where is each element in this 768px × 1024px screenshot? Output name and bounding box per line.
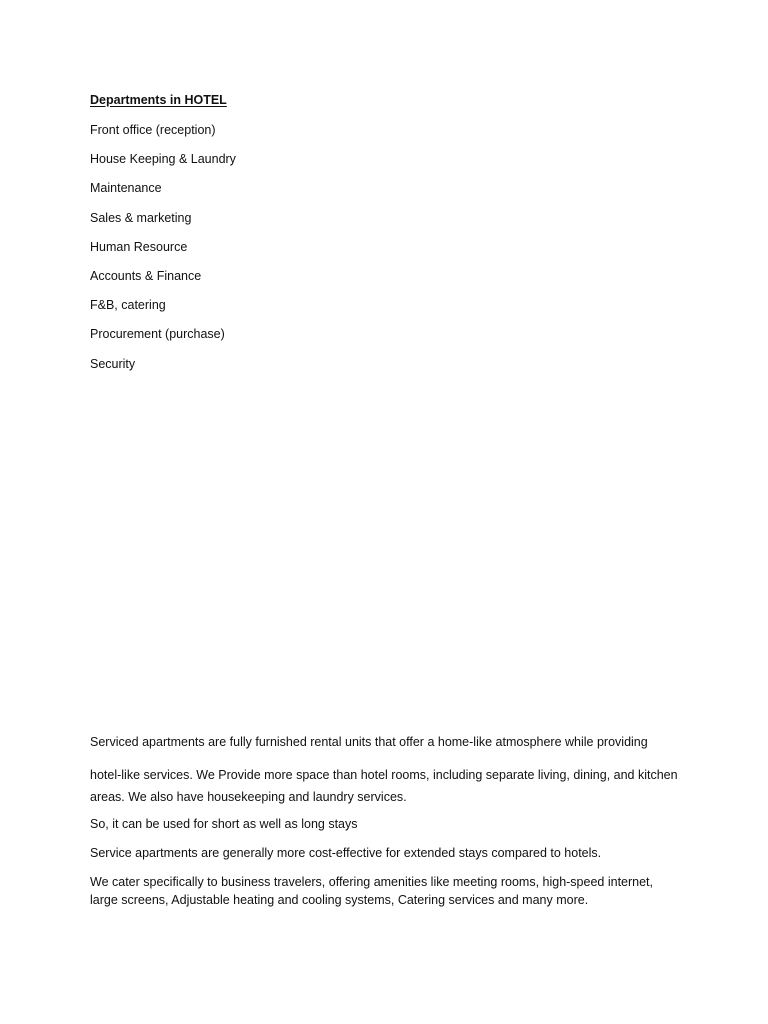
department-item: House Keeping & Laundry xyxy=(90,152,236,167)
paragraph-services: hotel-like services. We Provide more space than hotel rooms, including separate living, dining, and kitchen areas. We also have housekeeping and laundry services. xyxy=(90,768,678,804)
paragraph-business: We cater specifically to business travelers, offering amenities like meeting rooms, high-speed internet, large screens, Adjustable heating and cooling systems, Catering services and many more. xyxy=(90,875,654,907)
department-item: F&B, catering xyxy=(90,298,166,313)
paragraph-cost: Service apartments are generally more cost-effective for extended stays compared to hotels. xyxy=(90,846,602,860)
departments-list xyxy=(90,122,236,385)
department-item: Maintenance xyxy=(90,181,162,196)
department-item: Accounts & Finance xyxy=(90,268,202,283)
department-item: Sales & marketing xyxy=(90,210,192,225)
department-item: Procurement (purchase) xyxy=(90,327,225,342)
paragraph-intro: Serviced apartments are fully furnished rental units that offer a home-like atmosphere while providing xyxy=(90,735,648,749)
paragraph-stays: So, it can be used for short as well as long stays xyxy=(90,817,358,831)
department-item: Human Resource xyxy=(90,239,188,254)
department-item: Security xyxy=(90,356,136,371)
department-item: Front office (reception) xyxy=(90,123,216,137)
document-heading: Departments in HOTEL xyxy=(90,93,227,107)
